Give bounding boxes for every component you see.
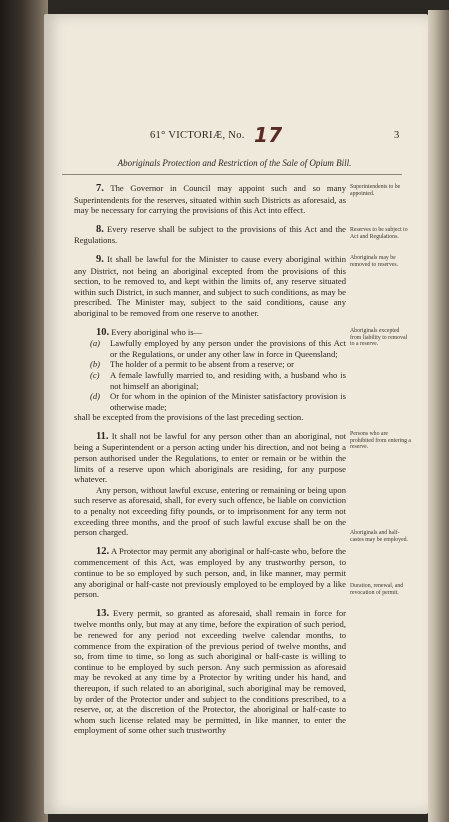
section-10-list — [74, 338, 346, 412]
margin-note-13: Duration, renewal, and revocation of permit. — [350, 583, 404, 596]
handwritten-act-number: 17 — [254, 123, 283, 147]
section-11-paragraph-2: Any person, without lawful excuse, entering or remaining or being upon such reserve as aforesaid, shall, for every such offence, be liable on conviction to a penalty not exceeding fifty pounds, or to imprisonment for any term not exceeding three months, and the proof of such lawful excuse shall be on the person charged. — [74, 484, 346, 538]
margin-note-9: Aboriginals may be removed to reserves. — [350, 255, 399, 268]
header-rule — [62, 174, 402, 175]
section-10-tail: shall be excepted from the provisions of the last preceding section. — [74, 412, 304, 423]
margin-note-7: Superintendents to be appointed. — [350, 184, 401, 197]
section-text: The Governor in Council may appoint such and so many Superintendents for the reserves, situated within such Districts as aforesaid, as may be necessary for carrying the provisions of this Act into effect. — [74, 183, 346, 216]
item-label: (c) — [90, 369, 100, 380]
section-number: 9. — [96, 253, 104, 265]
header-title: 61° VICTORIÆ, No. — [150, 130, 245, 141]
section-number: 11. — [96, 430, 109, 442]
item-text: The holder of a permit to be absent from a reserve; or — [110, 359, 294, 370]
section-text: Every permit, so granted as aforesaid, shall remain in force for twelve months only, but may at any time, before the expiration of such period, be renewed for any period not exceeding twelve calendar months, to commence from the expiration of the previous period of twelve months, and so, from time to time, so long as such aboriginal or half-caste is willing to continue to be employed by such person. Any such permission as aforesaid may be revoked at any time by a Protector by writing under his hand, and thereupon, if such related to an aboriginal, such aboriginal may be removed, by order of the Protector under and subject to the conditions prescribed, to a reserve, or, at the discretion of the Protector, the aboriginal or half-caste to whom such license related may be permitted, in like manner, to enter the employment of some other such trustworthy — [74, 607, 346, 736]
item-text: A female lawfully married to, and residing with, a husband who is not himself an aboriginal; — [110, 369, 346, 391]
margin-note-10: Aboriginals excepted from liability to removal to a reserve. — [350, 328, 408, 348]
section-text: It shall be lawful for the Minister to cause every aboriginal within any District, not being an aboriginal excepted from the provisions of this section, to be removed to, and kept within the limits of, any reserve situated within such District, in such manner, and subject to such conditions, as may be prescribed. The Minister may, subject to the said conditions, cause any aboriginal to be removed from one reserve to another. — [74, 253, 346, 318]
running-title: Aboriginals Protection and Restriction of the Sale of Opium Bill. — [117, 158, 352, 168]
section-11 — [74, 431, 346, 538]
item-text: Or for whom in the opinion of the Minister satisfactory provision is otherwise made; — [110, 391, 346, 412]
section-number: 8. — [96, 223, 104, 235]
section-12 — [74, 546, 346, 600]
book-spine — [0, 0, 48, 822]
list-item — [74, 391, 346, 412]
margin-note-8: Reserves to be subject to Act and Regulations. — [350, 227, 408, 240]
section-7 — [74, 183, 346, 216]
section-number: 7. — [96, 183, 104, 194]
list-item — [74, 338, 346, 359]
section-number: 12. — [96, 545, 110, 557]
page-number: 3 — [394, 130, 400, 141]
list-item — [74, 370, 346, 391]
section-8 — [74, 224, 346, 246]
item-label: (a) — [90, 338, 101, 349]
list-item — [74, 359, 346, 370]
item-text: Lawfully employed by any person under the provisions of this Act or the Regulations, or under any other law in force in Queensland; — [110, 338, 346, 359]
section-intro: Every aboriginal who is— — [111, 326, 203, 337]
item-label: (d) — [90, 391, 101, 402]
document-body — [74, 183, 346, 744]
section-number: 13. — [96, 607, 110, 619]
margin-note-12: Aboriginals and half-castes may be employed. — [350, 530, 408, 543]
section-9 — [74, 254, 346, 319]
section-10 — [74, 327, 346, 423]
margin-note-11: Persons who are prohibited from entering a reserve. — [350, 431, 412, 451]
section-number: 10. — [96, 326, 110, 338]
item-label: (b) — [90, 359, 101, 370]
page-header — [150, 123, 410, 147]
section-text: Every reserve shall be subject to the provisions of this Act and the Regulations. — [74, 223, 347, 246]
section-text: A Protector may permit any aboriginal or half-caste who, before the commencement of this Act, was employed by any trustworthy person, to continue to be so employed by such person, and, in like manner, may permit any aboriginal or half-caste not previously employed to be employed by a like person. — [74, 545, 346, 600]
page-stack-edge — [428, 10, 449, 822]
section-13 — [74, 608, 346, 736]
section-text: It shall not be lawful for any person other than an aboriginal, not being a Superintendent or a person acting under his direction, and not being a person authorised under the Regulations, to enter or remain or be within the limits of a reserve upon which aboriginals are residing, for any purpose whatever. — [74, 430, 347, 485]
